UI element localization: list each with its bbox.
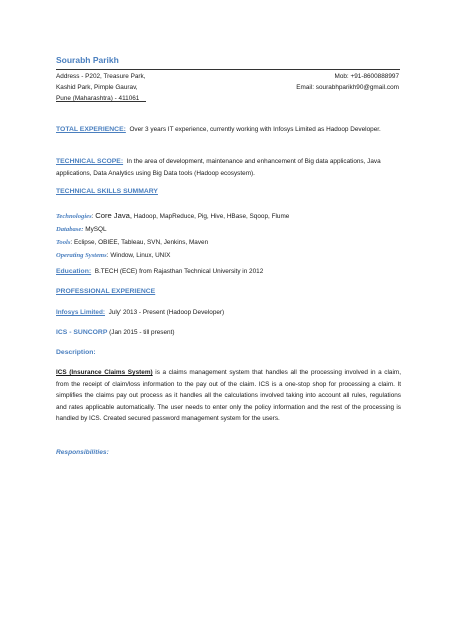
project-name: ICS - SUNCORP — [56, 329, 108, 336]
technologies-lead: Core Java, — [95, 211, 132, 220]
tools-value: Eclipse, OBIEE, Tableau, SVN, Jenkins, Maven — [73, 239, 209, 246]
skill-os: Operating Systems: Window, Linux, UNIX — [56, 252, 171, 259]
company-row — [56, 307, 401, 319]
professional-heading: PROFESSIONAL EXPERIENCE — [56, 288, 156, 295]
database-value: MySQL — [85, 226, 107, 233]
company-period: July' 2013 - Present (Hadoop Developer) — [108, 309, 225, 316]
education-section — [56, 266, 401, 278]
technical-scope-text: In the area of development, maintenance and enhancement of Big data applications, Java applications, Data Analytics using Big Data tools (Hadoop ecosystem). — [56, 158, 381, 177]
address-line: Address - P202, Treasure Park, — [56, 73, 146, 80]
email-address: Email: sourabhparikh90@gmail.com — [296, 84, 399, 91]
technologies-rest: Hadoop, MapReduce, Pig, Hive, HBase, Sqoop, Flume — [131, 213, 290, 220]
header-divider — [56, 69, 400, 70]
education-heading: Education: — [56, 268, 92, 275]
tools-label: Tools — [56, 239, 71, 246]
total-experience-heading: TOTAL EXPERIENCE: — [56, 126, 126, 133]
description-text: is a claims management system that handles all the processing involved in a claim, from the receipt of claim/loss information to the pay out of the claim. ICS is a one-stop shop for processing a claim. It simplifies the claims pay out process as it handles all the calculations involved taking into account all rules, regulations and rates applicable automatically. The user needs to enter only the policy information and the rest of the processing is handled by ICS. Created secured password management system for the users. — [56, 369, 401, 423]
address-line: Kashid Park, Pimple Gaurav, — [56, 84, 138, 91]
total-experience-text: Over 3 years IT experience, currently working with Infosys Limited as Hadoop Developer. — [129, 126, 381, 133]
responsibilities-heading: Responsibilities: — [56, 449, 109, 456]
contact-block — [296, 71, 399, 93]
skills-heading: TECHNICAL SKILLS SUMMARY — [56, 188, 158, 195]
os-label: Operating Systems — [56, 252, 107, 259]
total-experience-section — [56, 124, 401, 136]
project-period: (Jan 2015 - till present) — [109, 329, 175, 336]
company-name: Infosys Limited: — [56, 309, 106, 316]
candidate-name: Sourabh Parikh — [56, 55, 119, 65]
technologies-label: Technologies — [56, 213, 92, 220]
technical-scope-section — [56, 156, 401, 179]
description-heading-row — [56, 347, 401, 359]
mobile-number: Mob: +91-8600888997 — [334, 73, 399, 80]
education-text: B.TECH (ECE) from Rajasthan Technical University in 2012 — [94, 268, 264, 275]
responsibilities-heading-row — [56, 447, 401, 459]
professional-heading-row — [56, 286, 401, 298]
skill-technologies: Technologies: Core Java, Hadoop, MapReduce, Pig, Hive, HBase, Sqoop, Flume — [56, 211, 290, 220]
skill-database — [56, 223, 401, 236]
os-value: Window, Linux, UNIX — [110, 252, 171, 259]
address-block — [56, 71, 146, 93]
description-lead: ICS (Insurance Claims System) — [56, 369, 153, 376]
skill-tools: Tools: Eclipse, OBIEE, Tableau, SVN, Jenkins, Maven — [56, 239, 209, 246]
technical-scope-heading: TECHNICAL SCOPE: — [56, 158, 124, 165]
skills-list — [56, 209, 401, 262]
description-body — [56, 367, 401, 425]
project-row — [56, 327, 401, 339]
skills-heading-row — [56, 186, 401, 198]
address-line: Pune (Maharashtra) - 411061 — [56, 95, 140, 102]
description-heading: Description: — [56, 349, 96, 356]
database-label: Database: — [56, 226, 84, 233]
